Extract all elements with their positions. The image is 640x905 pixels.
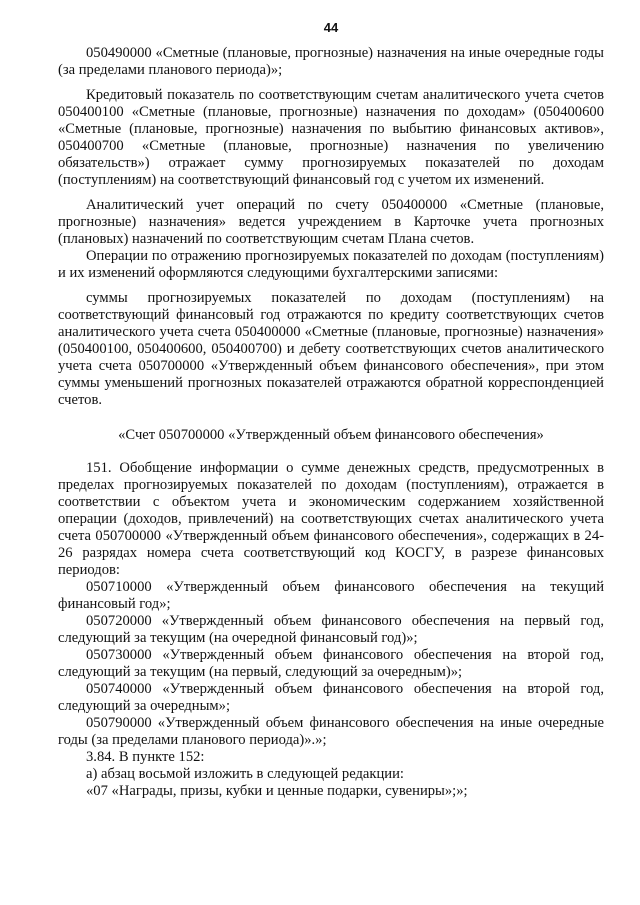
section-heading: «Счет 050700000 «Утвержденный объем финансового обеспечения» <box>118 427 544 443</box>
list-item: 050710000 «Утвержденный объем финансового обеспечения на текущий финансовый год»; <box>58 579 604 612</box>
list-item: 050730000 «Утвержденный объем финансового обеспечения на второй год, следующий за текущим (на первый, следующий за очередным)»; <box>58 647 604 680</box>
paragraph: 050490000 «Сметные (плановые, прогнозные) назначения на иные очередные годы (за пределами планового периода)»; <box>58 45 604 78</box>
list-item: 050740000 «Утвержденный объем финансового обеспечения на второй год, следующий за очередным»; <box>58 681 604 714</box>
page-number: 44 <box>323 20 339 35</box>
paragraph: «07 «Награды, призы, кубки и ценные подарки, сувениры»;»; <box>86 783 468 799</box>
paragraph: Аналитический учет операций по счету 050400000 «Сметные (плановые, прогнозные) назначения» ведется учреждением в Карточке учета прогнозных (плановых) назначений по соответствующим счетам Плана счетов. <box>58 197 604 247</box>
paragraph: суммы прогнозируемых показателей по доходам (поступлениям) на соответствующий финансовый год отражаются по кредиту соответствующих счетов аналитического учета счета 050400000 «Сметные (плановые, прогнозные) назначения» (050400100, 050400600, 050400700) и дебету соответствующих счетов аналитического учета счета 050700000 «Утвержденный объем финансового обеспечения», при этом суммы уменьшений прогнозных показателей отражаются обратной корреспонденцией счетов. <box>58 290 604 408</box>
paragraph: Операции по отражению прогнозируемых показателей по доходам (поступлениям) и их изменений оформляются следующими бухгалтерскими записями: <box>58 248 604 281</box>
list-item: 050720000 «Утвержденный объем финансового обеспечения на первый год, следующий за текущим (на очередной финансовый год)»; <box>58 613 604 646</box>
list-item: 050790000 «Утвержденный объем финансового обеспечения на иные очередные годы (за пределами планового периода)».»; <box>58 715 604 748</box>
paragraph: 3.84. В пункте 152: <box>86 749 205 765</box>
paragraph: Кредитовый показатель по соответствующим счетам аналитического учета счетов 050400100 «Сметные (плановые, прогнозные) назначения по доходам» (050400600 «Сметные (плановые, прогнозные) назначения по выбытию финансовых активов», 050400700 «Сметные (плановые, прогнозные) назначения по увеличению обязательств») отражает сумму прогнозируемых показателей по доходам (поступлениям) на соответствующий финансовый год с учетом их изменений. <box>58 87 604 188</box>
paragraph: 151. Обобщение информации о сумме денежных средств, предусмотренных в пределах прогнозируемых показателей по доходам (поступлениям), отражается в соответствии с объектом учета и экономическим содержанием хозяйственной операции (доходов, привлечений) на соответствующих счетах аналитического учета счета 050700000 «Утвержденный объем финансового обеспечения», содержащих в 24-26 разрядах номера счета соответствующий код КОСГУ, в разрезе финансовых периодов: <box>58 460 604 578</box>
paragraph: а) абзац восьмой изложить в следующей редакции: <box>86 766 404 782</box>
